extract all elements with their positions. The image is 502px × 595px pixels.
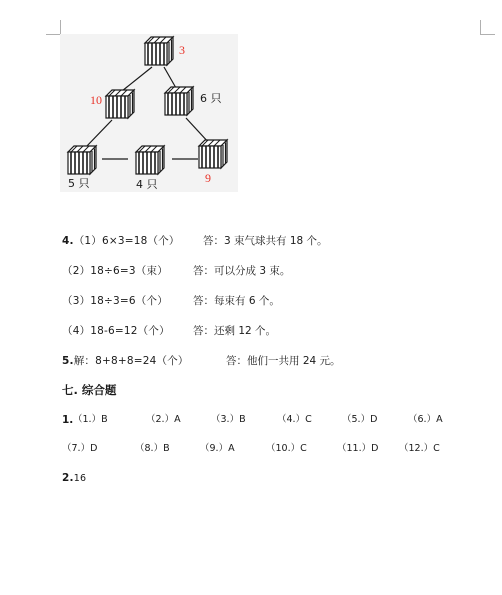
mcq-answer-11: （11.）D bbox=[337, 443, 379, 454]
label-bottom-right: 9 bbox=[205, 171, 211, 185]
q4-answer-3: 答：每束有 6 个。 bbox=[193, 295, 280, 307]
q5-answer: 答：他们一共用 24 元。 bbox=[226, 355, 341, 367]
box-mid-left bbox=[106, 90, 134, 118]
box-top bbox=[145, 37, 173, 65]
box-triangle-svg bbox=[60, 34, 238, 192]
label-top: 3 bbox=[179, 43, 185, 57]
edge-left-bottom bbox=[85, 120, 112, 148]
q4-answer-1: 答：3 束气球共有 18 个。 bbox=[203, 235, 328, 247]
mcq-answer-6: （6.）A bbox=[408, 414, 443, 425]
mcq-answer-10: （10.）C bbox=[266, 443, 307, 454]
mcq-number: 1. bbox=[62, 414, 74, 426]
box-triangle-figure bbox=[60, 34, 238, 192]
q4-line-1 bbox=[62, 234, 180, 248]
q4-number: 4. bbox=[62, 235, 74, 247]
crop-mark-top-left bbox=[46, 20, 61, 35]
label-mid-right: 6 只 bbox=[200, 92, 222, 105]
mcq-answer-7: （7.）D bbox=[62, 443, 98, 454]
q4-expr-4: （4）18-6=12（个） bbox=[62, 325, 170, 337]
edge-top-left bbox=[122, 67, 152, 91]
q2-number: 2. bbox=[62, 472, 74, 484]
q4-answer-2: 答：可以分成 3 束。 bbox=[193, 265, 291, 277]
q4-expr-1: （1）6×3=18（个） bbox=[73, 235, 180, 247]
box-bottom-right bbox=[199, 140, 227, 168]
q4-answer-4: 答：还剩 12 个。 bbox=[193, 325, 277, 337]
mcq-answer-8: （8.）B bbox=[135, 443, 170, 454]
label-bottom-left: 5 只 bbox=[68, 177, 90, 190]
mcq-answer-9: （9.）A bbox=[200, 443, 235, 454]
q5-line bbox=[62, 354, 189, 368]
mcq-answer-1: （1.）B bbox=[73, 414, 108, 425]
label-mid-left: 10 bbox=[90, 93, 102, 107]
crop-mark-top-right bbox=[480, 20, 495, 35]
q5-expr: 解：8+8+8=24（个） bbox=[73, 355, 189, 367]
mcq-answer-3: （3.）B bbox=[211, 414, 246, 425]
q4-expr-3: （3）18÷3=6（个） bbox=[62, 295, 168, 307]
box-bottom-left bbox=[68, 146, 96, 174]
mcq-answer-5: （5.）D bbox=[342, 414, 378, 425]
box-bottom-mid bbox=[136, 146, 164, 174]
q2-line bbox=[62, 471, 86, 486]
edge-top-right bbox=[164, 67, 176, 88]
mcq-answer-12: （12.）C bbox=[399, 443, 440, 454]
label-bottom-mid: 4 只 bbox=[136, 178, 158, 191]
mcq-answer-4: （4.）C bbox=[277, 414, 312, 425]
section-7-title: 七. 综合题 bbox=[62, 383, 117, 397]
q4-expr-2: （2）18÷6=3（束） bbox=[62, 265, 168, 277]
mcq-answer-2: （2.）A bbox=[146, 414, 181, 425]
box-mid-right bbox=[165, 87, 193, 115]
q2-value: 16 bbox=[73, 473, 87, 484]
q5-number: 5. bbox=[62, 355, 74, 367]
